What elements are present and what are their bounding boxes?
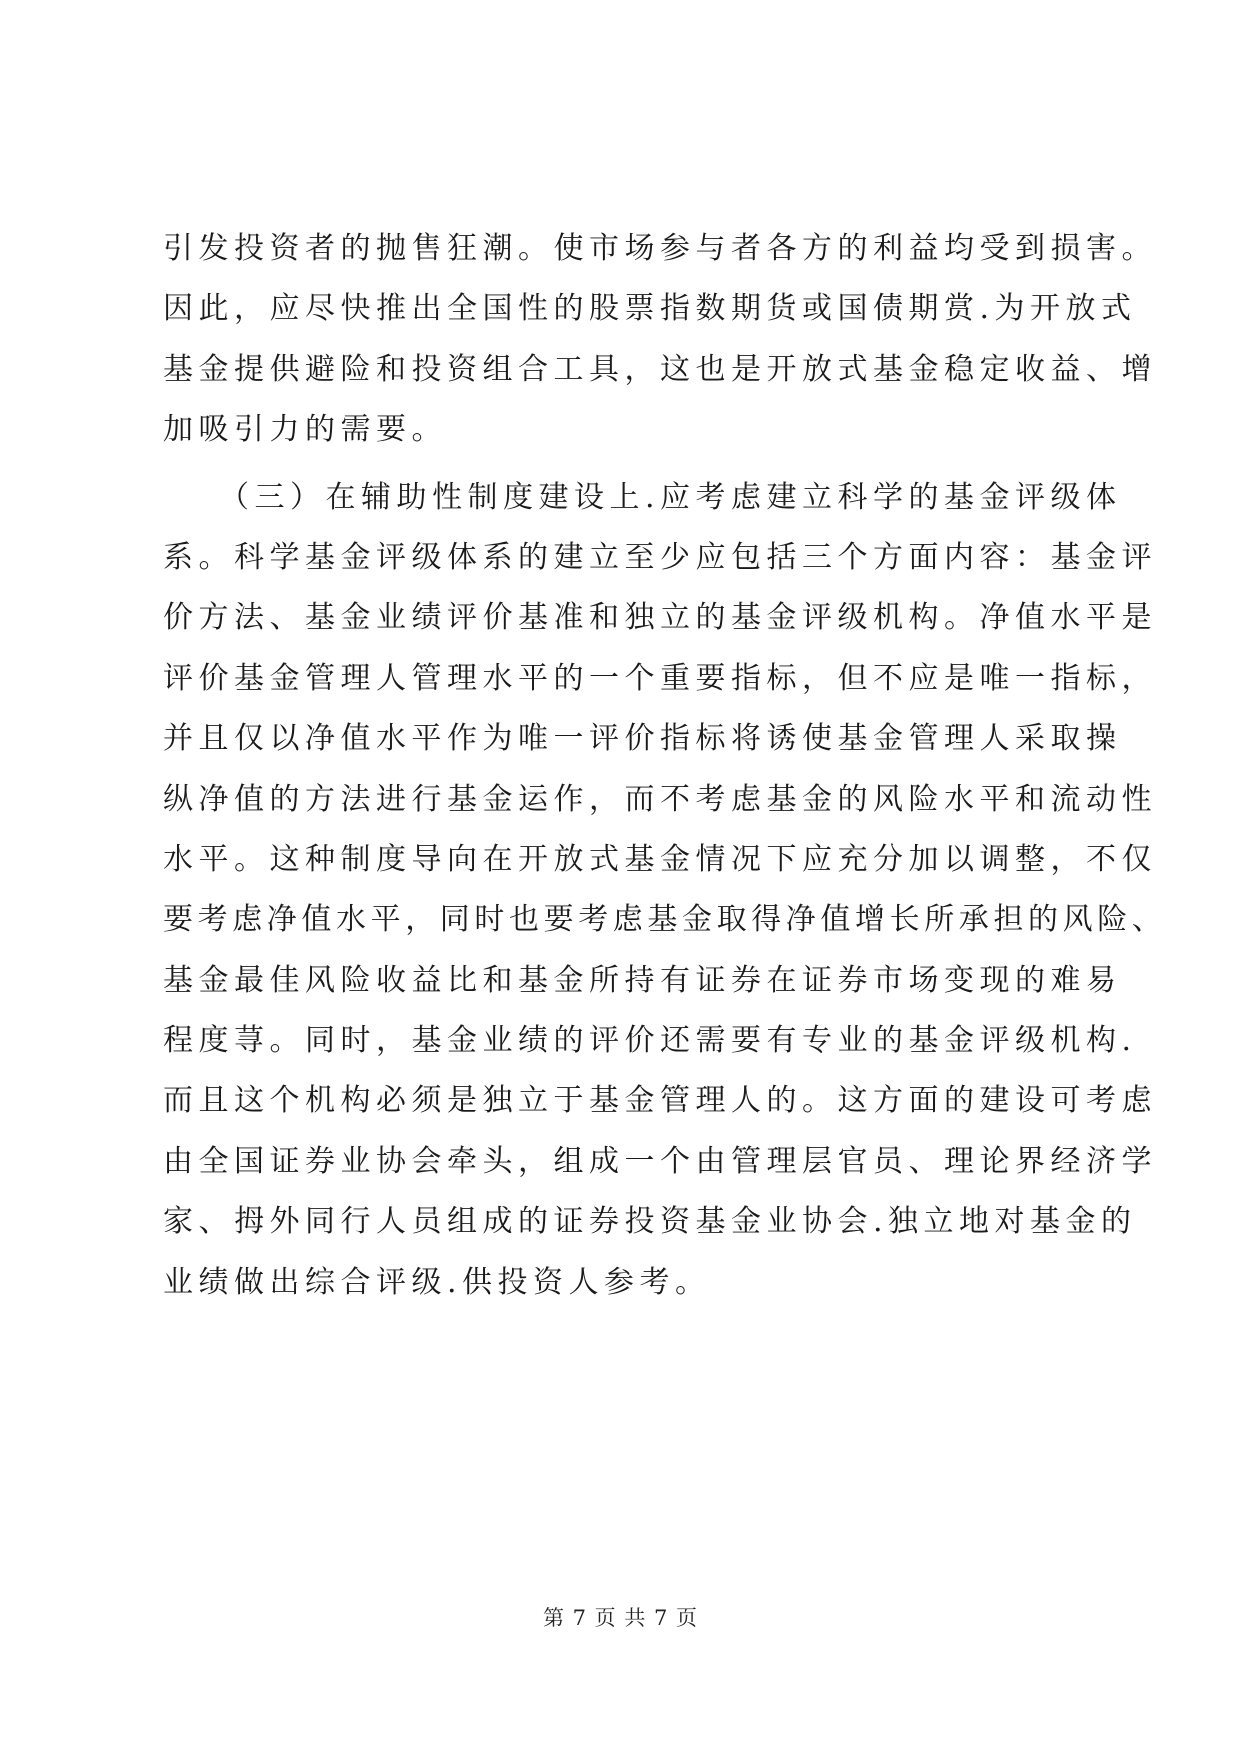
- text-line: 家、拇外同行人员组成的证券投资基金业协会.独立地对基金的: [163, 1204, 1137, 1240]
- text-line: 评价基金管理人管理水平的一个重要指标，但不应是唯一指标，: [163, 660, 1157, 696]
- text-line: 由全国证券业协会牵头，组成一个由管理层官员、理论界经济学: [163, 1143, 1157, 1179]
- text-line: 业绩做出综合评级.供投资人参考。: [163, 1264, 711, 1300]
- text-line: 并且仅以净值水平作为唯一评价指标将诱使基金管理人采取操: [163, 721, 1122, 757]
- text-line: 加吸引力的需要。: [163, 412, 447, 448]
- page-number-footer: 第 7 页 共 7 页: [542, 1606, 699, 1630]
- paragraph-1: [163, 228, 1157, 470]
- text-line: （三）在辅助性制度建设上.应考虑建立科学的基金评级体: [163, 479, 1122, 515]
- text-line: 而且这个机构必须是独立于基金管理人的。这方面的建设可考虑: [163, 1083, 1157, 1119]
- text-line: 系。科学基金评级体系的建立至少应包括三个方面内容：基金评: [163, 539, 1157, 575]
- document-body: [163, 228, 1167, 1322]
- text-line: 程度荨。同时，基金业绩的评价还需要有专业的基金评级机构.: [163, 1023, 1137, 1059]
- text-line: 价方法、基金业绩评价基准和独立的基金评级机构。净值水平是: [163, 600, 1157, 636]
- text-line: 基金最佳风险收益比和基金所持有证券在证券市场变现的难易: [163, 962, 1122, 998]
- paragraph-2: [163, 477, 1167, 1322]
- text-line: 因此，应尽快推出全国性的股票指数期货或国债期赏.为开放式: [163, 291, 1137, 327]
- paragraph-spacer: [163, 470, 1083, 477]
- text-line: 水平。这种制度导向在开放式基金情况下应充分加以调整，不仅: [163, 841, 1157, 877]
- text-line: 要考虑净值水平，同时也要考虑基金取得净值增长所承担的风险、: [163, 902, 1167, 938]
- text-line: 引发投资者的抛售狂潮。使市场参与者各方的利益均受到损害。: [163, 231, 1157, 266]
- text-line: 基金提供避险和投资组合工具，这也是开放式基金稳定收益、增: [163, 351, 1157, 387]
- text-line: 纵净值的方法进行基金运作，而不考虑基金的风险水平和流动性: [163, 781, 1157, 817]
